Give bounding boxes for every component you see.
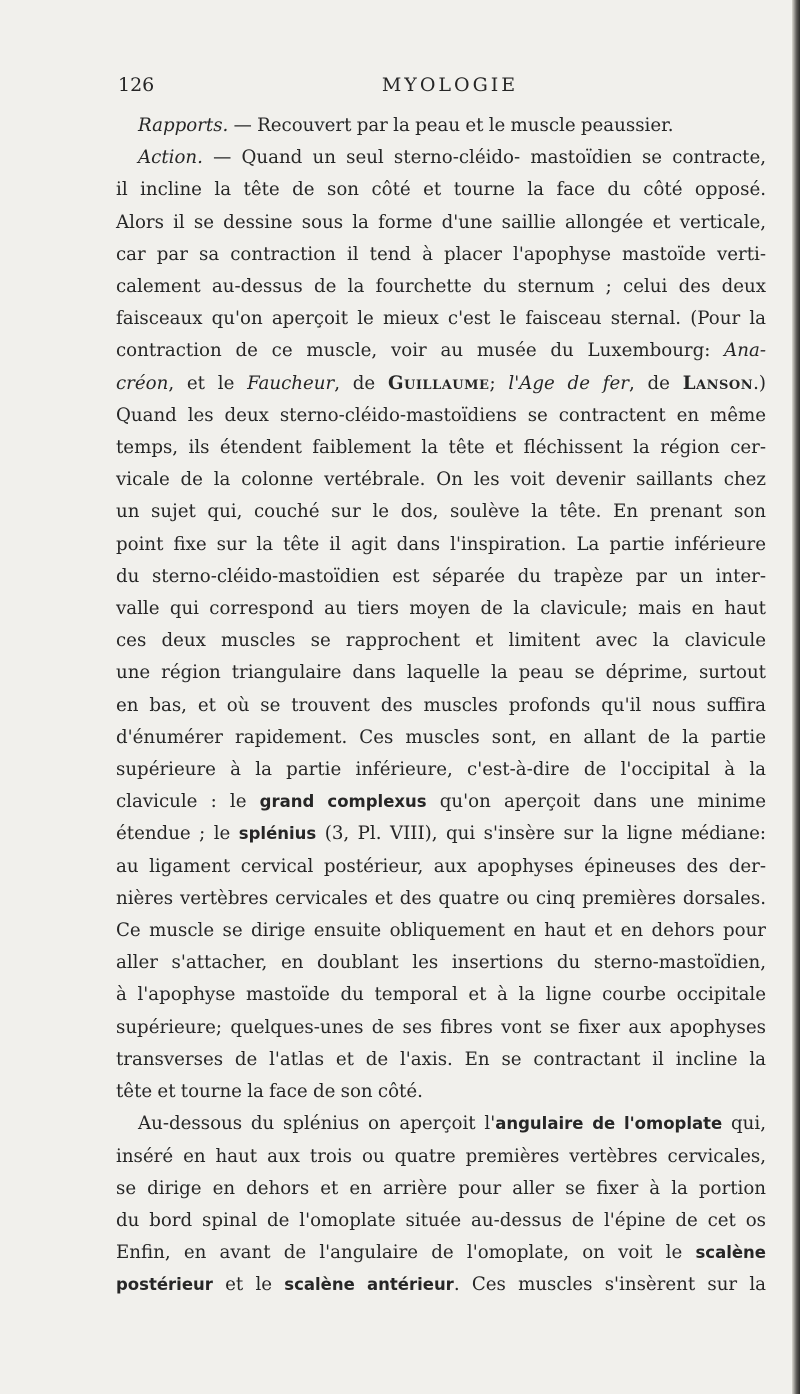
- text-line: [116, 625, 766, 657]
- text-run: aller s'attacher, en doublant les insertions du sterno-mastoïdien,: [116, 952, 766, 974]
- text-line: [116, 1044, 766, 1076]
- text-run: clavicule : le: [116, 791, 260, 813]
- text-line: [116, 915, 766, 947]
- text-line: [116, 335, 766, 367]
- text-line: [116, 786, 766, 818]
- text-run: ;: [489, 372, 509, 394]
- text-run: une région triangulaire dans laquelle la peau se déprime, surtout: [116, 662, 766, 684]
- text-emphasis: Lanson: [682, 372, 754, 394]
- text-run: calement au-dessus de la fourchette du sternum ; celui des deux: [116, 276, 766, 298]
- text-line: [116, 1269, 766, 1301]
- page-number: 126: [118, 74, 155, 96]
- running-title: MYOLOGIE: [381, 74, 519, 96]
- text-run: Alors il se dessine sous la forme d'une saillie allongée et verticale,: [116, 211, 766, 233]
- book-spine-edge: [792, 0, 800, 1394]
- text-run: , de: [334, 372, 388, 394]
- text-run: supérieure à la partie inférieure, c'est-à-dire de l'occipital à la: [116, 759, 766, 781]
- text-run: qu'on aperçoit dans une minime: [426, 791, 766, 813]
- text-line: [116, 593, 766, 625]
- text-emphasis: l'Age de fer: [508, 372, 629, 394]
- text-emphasis: angulaire de l'omoplate: [495, 1114, 723, 1134]
- text-line: [116, 979, 766, 1011]
- text-run: temps, ils étendent faiblement la tête et fléchissent la région cer-: [116, 437, 766, 459]
- text-run: au ligament cervical postérieur, aux apophyses épineuses des der-: [116, 855, 766, 877]
- text-emphasis: scalène: [695, 1243, 766, 1263]
- text-line: [116, 207, 766, 239]
- text-emphasis: splénius: [238, 824, 317, 844]
- text-emphasis: Rapports.: [138, 115, 229, 136]
- text-run: Au-dessous du splénius on aperçoit l': [138, 1113, 496, 1135]
- text-run: tête et tourne la face de son côté.: [116, 1081, 423, 1103]
- text-line: [116, 883, 766, 915]
- text-line: [116, 722, 766, 754]
- text-run: et le: [212, 1274, 285, 1296]
- text-run: Ce muscle se dirige ensuite obliquement en haut et en dehors pour: [116, 920, 766, 942]
- text-line: [116, 1108, 766, 1140]
- text-line: [116, 110, 766, 142]
- text-run: faisceaux qu'on aperçoit le mieux c'est le faisceau sternal. (Pour la: [116, 308, 766, 330]
- text-run: . Ces muscles s'insèrent sur la: [453, 1274, 767, 1296]
- text-line: [116, 464, 766, 496]
- text-run: du sterno-cléido-mastoïdien est séparée du trapèze par un inter-: [116, 565, 766, 587]
- text-run: ces deux muscles se rapprochent et limitent avec la clavicule: [116, 630, 766, 652]
- running-head: [118, 74, 782, 102]
- text-run: contraction de ce muscle, voir au musée du Luxembourg:: [116, 340, 725, 362]
- text-run: qui,: [722, 1113, 766, 1135]
- text-run: .): [753, 372, 766, 394]
- text-run: se dirige en dehors et en arrière pour aller se fixer à la portion: [116, 1177, 766, 1199]
- text-line: [116, 400, 766, 432]
- text-emphasis: créon: [116, 372, 169, 394]
- text-line: [116, 368, 766, 400]
- text-line: [116, 1012, 766, 1044]
- text-run: point fixe sur la tête il agit dans l'inspiration. La partie inférieure: [116, 533, 766, 555]
- text-line: [116, 818, 766, 850]
- text-run: , et le: [168, 372, 248, 394]
- text-line: [116, 271, 766, 303]
- text-run: supérieure; quelques-unes de ses fibres vont se fixer aux apophyses: [116, 1016, 766, 1038]
- text-line: [116, 496, 766, 528]
- text-line: [116, 1076, 766, 1108]
- text-run: Quand les deux sterno-cléido-mastoïdiens se contractent en même: [116, 404, 766, 426]
- text-emphasis: grand complexus: [259, 792, 427, 812]
- text-run: — Quand un seul sterno-cléido- mastoïdien se contracte,: [202, 147, 766, 169]
- text-run: car par sa contraction il tend à placer l'apophyse mastoïde verti-: [116, 243, 766, 265]
- text-line: [116, 432, 766, 464]
- text-run: inséré en haut aux trois ou quatre premières vertèbres cervicales,: [116, 1145, 766, 1167]
- text-line: [116, 1205, 766, 1237]
- text-run: un sujet qui, couché sur le dos, soulève la tête. En prenant son: [116, 501, 766, 523]
- text-line: [116, 142, 766, 174]
- text-run: Enfin, en avant de l'angulaire de l'omoplate, on voit le: [116, 1242, 696, 1264]
- text-run: étendue ; le: [116, 823, 239, 845]
- text-run: — Recouvert par la peau et le muscle peaussier.: [228, 115, 674, 136]
- text-line: [116, 851, 766, 883]
- text-line: [116, 754, 766, 786]
- text-run: (3, Pl. VIII), qui s'insère sur la ligne médiane:: [316, 823, 766, 845]
- text-run: transverses de l'atlas et de l'axis. En se contractant il incline la: [116, 1048, 766, 1070]
- text-line: [116, 1173, 766, 1205]
- text-line: [116, 947, 766, 979]
- text-line: [116, 174, 766, 206]
- text-line: [116, 1237, 766, 1269]
- text-emphasis: Faucheur: [247, 372, 335, 394]
- text-run: nières vertèbres cervicales et des quatre ou cinq premières dorsales.: [116, 887, 766, 909]
- text-line: [116, 690, 766, 722]
- text-line: [116, 1141, 766, 1173]
- text-run: à l'apophyse mastoïde du temporal et à la ligne courbe occipitale: [116, 984, 766, 1006]
- body-text: [116, 110, 766, 1302]
- text-run: vicale de la colonne vertébrale. On les voit devenir saillants chez: [116, 469, 766, 491]
- text-line: [116, 561, 766, 593]
- text-emphasis: Action.: [138, 147, 203, 169]
- text-line: [116, 303, 766, 335]
- text-run: valle qui correspond au tiers moyen de la clavicule; mais en haut: [116, 598, 766, 620]
- text-line: [116, 657, 766, 689]
- text-run: , de: [628, 372, 683, 394]
- text-emphasis: Ana-: [724, 340, 766, 362]
- text-line: [116, 239, 766, 271]
- text-line: [116, 529, 766, 561]
- text-emphasis: scalène antérieur: [284, 1275, 454, 1295]
- text-run: d'énumérer rapidement. Ces muscles sont, en allant de la partie: [116, 726, 766, 748]
- text-run: du bord spinal de l'omoplate située au-dessus de l'épine de cet os: [116, 1209, 766, 1231]
- text-emphasis: postérieur: [116, 1275, 213, 1295]
- text-run: il incline la tête de son côté et tourne la face du côté opposé.: [116, 179, 766, 201]
- text-run: en bas, et où se trouvent des muscles profonds qu'il nous suffira: [116, 694, 766, 716]
- text-emphasis: Guillaume: [387, 372, 490, 394]
